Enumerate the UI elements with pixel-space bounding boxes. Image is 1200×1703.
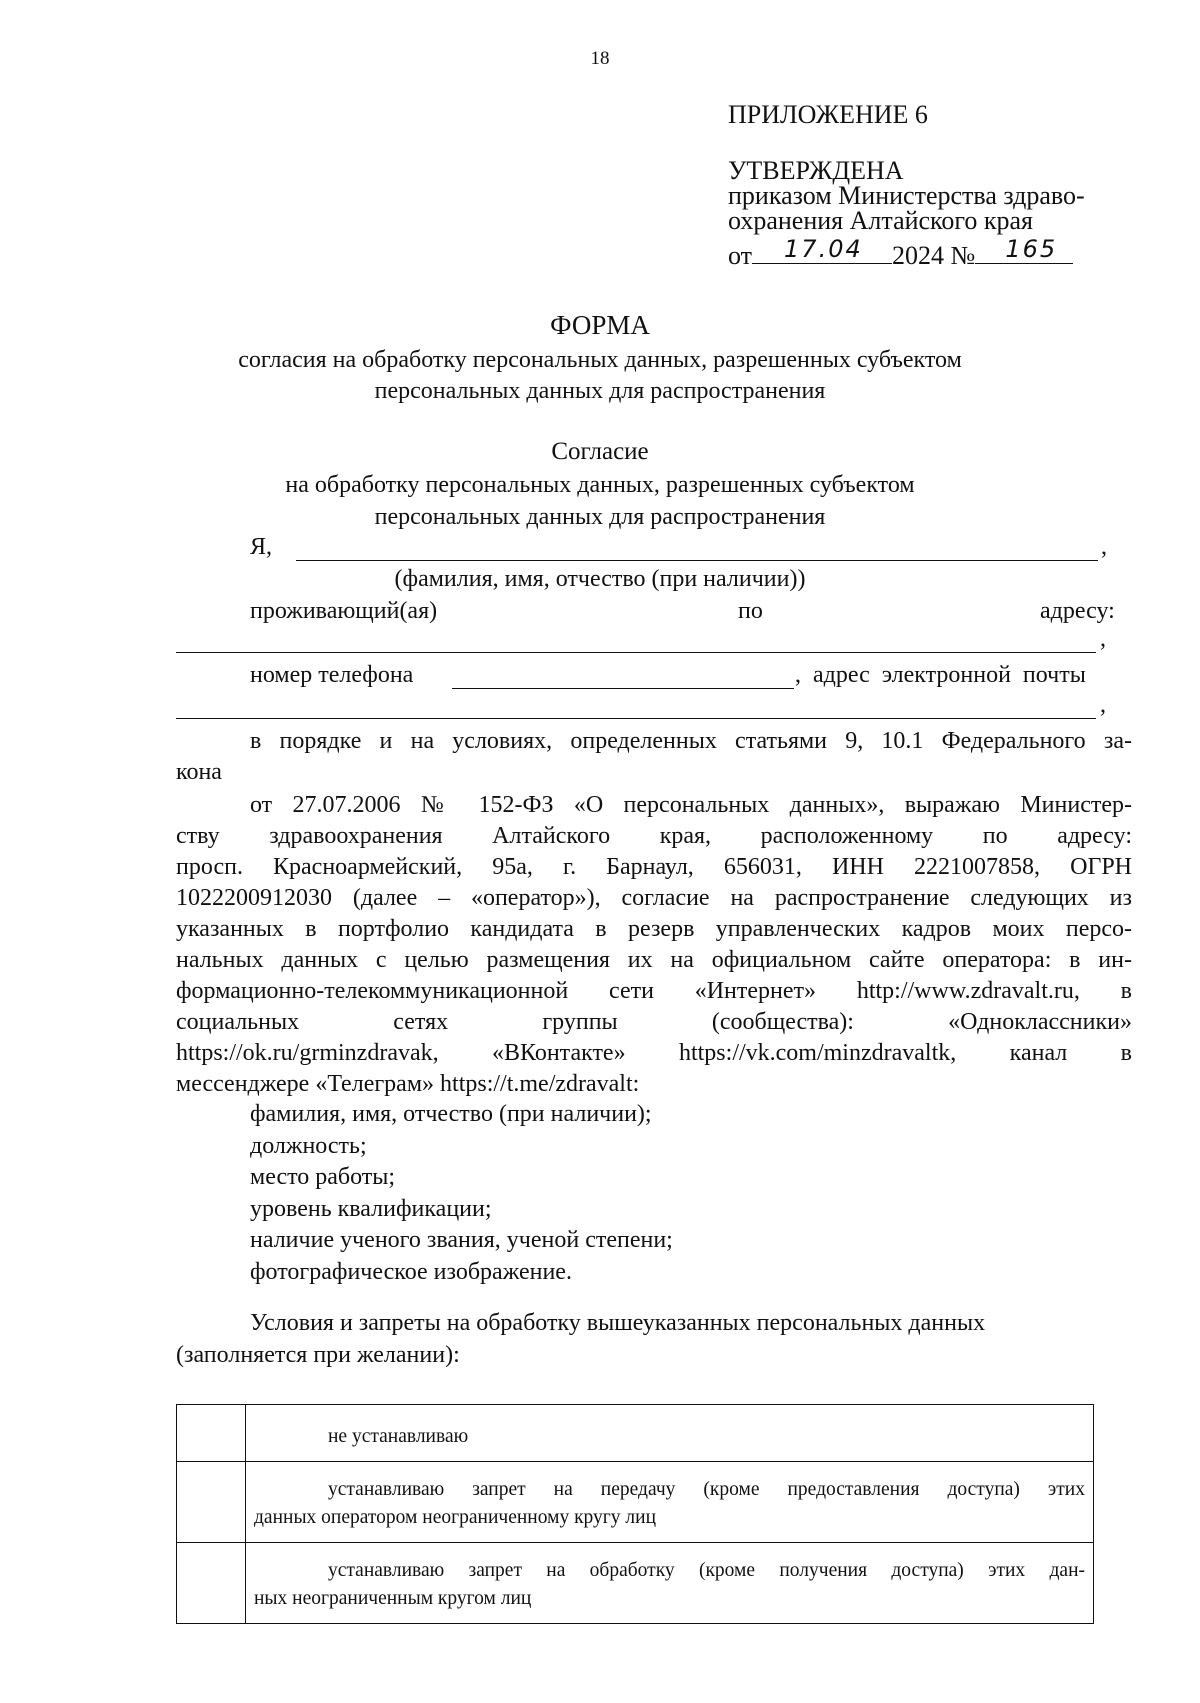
condition-checkbox[interactable] — [177, 1462, 246, 1543]
handwritten-number: 165 — [1005, 235, 1058, 263]
living-word-2: по — [738, 598, 763, 624]
date-prefix: от — [728, 241, 753, 270]
email-comma: , — [1100, 692, 1106, 718]
order-line-2: охранения Алтайского края — [728, 206, 1034, 235]
fio-input-line[interactable] — [296, 560, 1098, 561]
page-number: 18 — [590, 48, 610, 69]
paragraph-2-line: формационно-телекоммуникационной сети «Интернет» http://www.zdravalt.ru, в — [176, 978, 1132, 1004]
paragraph-1-line-1: в порядке и на условиях, определенных статьями 9, 10.1 Федерального за- — [250, 728, 1132, 754]
order-date-line — [728, 237, 1085, 268]
paragraph-2-line: 1022200912030 (далее – «оператор»), согласие на распространение следующих из — [176, 885, 1132, 911]
condition-line: данных оператором неограниченному кругу лиц — [254, 1507, 657, 1528]
paragraph-2-line: ству здравоохранения Алтайского края, расположенному по адресу: — [176, 823, 1132, 849]
date-blank — [752, 237, 892, 264]
condition-checkbox[interactable] — [177, 1543, 246, 1624]
phone-input-line[interactable] — [452, 688, 794, 689]
fio-caption: (фамилия, имя, отчество (при наличии)) — [394, 566, 806, 592]
form-subtitle-1: согласия на обработку персональных данных, разрешенных субъектом — [238, 347, 962, 373]
consent-subtitle-2: персональных данных для распространения — [374, 504, 826, 530]
approved-label: УТВЕРЖДЕНА — [728, 156, 904, 185]
list-item: место работы; — [250, 1164, 396, 1190]
condition-text — [246, 1405, 1094, 1462]
living-word-1: проживающий(ая) — [250, 598, 438, 624]
address-comma: , — [1100, 626, 1106, 652]
email-input-line[interactable] — [176, 718, 1096, 719]
list-item: наличие ученого звания, ученой степени; — [250, 1227, 673, 1253]
paragraph-1-line-2: кона — [176, 759, 222, 785]
condition-line: не устанавливаю — [328, 1426, 469, 1447]
number-blank — [975, 237, 1073, 264]
list-item: должность; — [250, 1132, 367, 1159]
consent-title: Согласие — [551, 438, 649, 465]
table-row — [177, 1462, 1094, 1543]
appendix-title: ПРИЛОЖЕНИЕ 6 — [728, 100, 928, 129]
list-item: фамилия, имя, отчество (при наличии); — [250, 1101, 652, 1127]
paragraph-2-line: нальных данных с целью размещения их на официальном сайте оператора: в ин- — [176, 947, 1132, 973]
conditions-table — [176, 1404, 1094, 1624]
paragraph-2-line: от 27.07.2006 № 152-ФЗ «О персональных данных», выражаю Министер- — [250, 792, 1132, 818]
list-item: фотографическое изображение. — [250, 1258, 572, 1285]
condition-line: устанавливаю запрет на обработку (кроме получения доступа) этих дан- — [328, 1560, 1085, 1581]
condition-line: устанавливаю запрет на передачу (кроме предоставления доступа) этих — [328, 1479, 1085, 1500]
year-label: 2024 № — [892, 241, 976, 270]
condition-checkbox[interactable] — [177, 1405, 246, 1462]
list-item: уровень квалификации; — [250, 1195, 492, 1222]
address-input-line[interactable] — [176, 652, 1096, 653]
paragraph-2-line: указанных в портфолио кандидата в резерв управленческих кадров моих персо- — [176, 916, 1132, 942]
form-subtitle-2: персональных данных для распространения — [374, 378, 826, 404]
paragraph-2-line: https://ok.ru/grminzdravak, «ВКонтакте» https://vk.com/minzdravaltk, канал в — [176, 1040, 1132, 1066]
form-title: ФОРМА — [550, 310, 650, 340]
fio-comma: , — [1101, 534, 1107, 560]
conditions-line-2: (заполняется при желании): — [176, 1342, 460, 1368]
condition-text — [246, 1543, 1094, 1624]
paragraph-2-line: просп. Красноармейский, 95а, г. Барнаул, 656031, ИНН 2221007858, ОГРН — [176, 854, 1132, 880]
personal-data-list — [250, 1099, 673, 1288]
phone-label: номер телефона — [250, 662, 414, 688]
handwritten-date: 17.04 — [784, 235, 863, 263]
i-label: Я, — [250, 534, 273, 560]
approval-block — [728, 158, 1085, 268]
paragraph-2-line: мессенджере «Телеграм» https://t.me/zdravalt: — [176, 1071, 640, 1097]
living-word-3: адресу: — [1040, 598, 1115, 624]
paragraph-2-line: социальных сетях группы (сообщества): «Одноклассники» — [176, 1009, 1132, 1035]
table-row — [177, 1543, 1094, 1624]
conditions-line-1: Условия и запреты на обработку вышеуказанных персональных данных — [250, 1310, 986, 1336]
condition-text — [246, 1462, 1094, 1543]
email-label: , адрес электронной почты — [795, 662, 1086, 688]
condition-line: ных неограниченным кругом лиц — [254, 1588, 532, 1609]
order-line-1: приказом Министерства здраво- — [728, 181, 1085, 210]
consent-subtitle-1: на обработку персональных данных, разрешенных субъектом — [285, 472, 915, 498]
table-row — [177, 1405, 1094, 1462]
